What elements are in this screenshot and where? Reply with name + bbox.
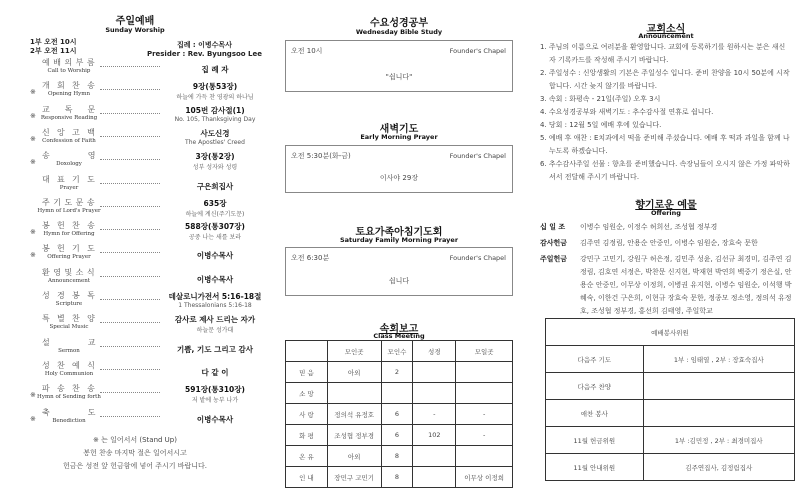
dot-leader (100, 159, 160, 160)
table-cell: 장민구 고민기 (327, 467, 381, 488)
order-item (0, 291, 270, 314)
item-value: 이병수목사 (196, 274, 234, 284)
item-subvalue: 1 Thessalonians 5:16-18 (178, 302, 252, 309)
order-item (0, 338, 270, 361)
wednesday-box (285, 40, 513, 92)
item-label-ko: 대표기도 (42, 174, 103, 184)
item-label-ko: 신앙고백 (42, 127, 103, 137)
item-label-en: Announcement (47, 277, 90, 284)
presider-en: Presider : Rev. Byungsoo Lee (146, 50, 262, 58)
item-label-ko: 봉헌찬송 (42, 221, 103, 231)
order-item (0, 105, 270, 128)
table-cell (413, 467, 456, 488)
item-value: 9장(통53장) (192, 82, 238, 92)
footer-line: 헌금은 성전 앞 헌금함에 넣어 주시기 바랍니다. (62, 462, 208, 470)
time-1: 1부 오전 10시 (30, 38, 77, 46)
item-label-en: Offering Prayer (47, 254, 91, 261)
table-row (546, 400, 795, 427)
order-item (0, 314, 270, 337)
table-row (286, 446, 513, 467)
item-value: 591장(통310장) (185, 385, 245, 395)
early-box (285, 145, 513, 193)
item-value: 635장 (203, 198, 227, 208)
place: Founder's Chapel (449, 254, 506, 262)
table-cell: 모일곳 (456, 341, 513, 362)
item-label-ko: 송영 (42, 151, 134, 161)
section-subtitle: Sunday Worship (105, 26, 165, 34)
stand-marker: ※ (30, 251, 36, 260)
dot-leader (100, 113, 160, 114)
dot-leader (100, 206, 160, 207)
item-label-en: Special Music (49, 324, 89, 331)
table-cell (643, 400, 794, 427)
table-cell (413, 446, 456, 467)
worship-footer (0, 434, 270, 473)
item-label-ko: 특별찬양 (42, 314, 103, 324)
table-cell: 화 평 (286, 425, 328, 446)
table-header: 예배봉사위원 (546, 319, 795, 346)
item-label-ko: 주기도문송 (42, 197, 99, 207)
item-label-ko: 성찬예식 (42, 360, 103, 370)
order-item (0, 151, 270, 174)
table-cell: 김주연집사, 김정림집사 (643, 454, 794, 481)
dot-leader (100, 66, 160, 67)
item-label-en: Holy Communion (44, 370, 94, 377)
item-label-en: Opening Hymn (47, 91, 91, 98)
table-cell: 11월 헌금위원 (546, 427, 644, 454)
announcement-item: 3. 속회 : 화평속 - 21일(주일) 오후 3시 (540, 95, 661, 103)
offering-category: 십 일 조 (540, 223, 566, 231)
table-cell: 다음주 찬양 (546, 373, 644, 400)
offering-category: 감사헌금 (540, 239, 568, 247)
note: "쉽니다" (385, 73, 413, 81)
table-row (546, 454, 795, 481)
presider (147, 41, 262, 59)
dot-leader (100, 136, 160, 137)
table-row (286, 341, 513, 362)
table-cell (327, 383, 381, 404)
table-row (286, 404, 513, 425)
wednesday-title: 수요성경공부 (370, 18, 428, 29)
table-cell: 믿 음 (286, 362, 328, 383)
table-row (286, 362, 513, 383)
item-label-ko: 파송찬송 (42, 384, 103, 394)
time: 오전 10시 (291, 47, 323, 55)
item-label-en: Doxology (56, 161, 82, 168)
item-label-en: Benediction (52, 417, 86, 424)
item-label-en: Hymn for Offering (43, 231, 95, 238)
footer-line: 봉헌 찬송 마지막 절은 일어서시고 (83, 449, 187, 457)
dot-leader (100, 322, 160, 323)
item-value: 이병수목사 (196, 251, 234, 261)
order-item (0, 408, 270, 431)
table-row (546, 319, 795, 346)
item-label-ko: 성경봉독 (42, 291, 103, 300)
note: 이사야 29장 (379, 174, 419, 182)
stand-marker: ※ (30, 228, 36, 237)
item-subvalue: 저 밭에 농부 나가 (191, 397, 239, 405)
item-subvalue: 하늘에 가득 찬 영광의 하나님 (176, 94, 254, 102)
offering-category: 주일헌금 (540, 255, 568, 263)
announcement-item: 6. 추수감사주일 선물 : 향초를 준비했습니다. 속장님들이 오시지 않은 가정 파악하셔서 전달해 주시기 바랍니다. (540, 160, 790, 181)
dot-leader (100, 346, 160, 347)
announcement-item: 5. 예배 후 애찬 : E치과에서 떡을 준비해 주셨습니다. 예배 후 떡과 과일을 함께 나누도록 하겠습니다. (540, 134, 790, 155)
stand-marker: ※ (30, 391, 36, 400)
order-item (0, 244, 270, 267)
announcement-subtitle: Announcement (638, 32, 694, 40)
early-title: 새벽기도 (379, 124, 419, 135)
offering-row (540, 221, 795, 234)
table-cell (643, 373, 794, 400)
table-cell: 아외 (327, 446, 381, 467)
item-subvalue: 하늘문 성가대 (196, 327, 234, 335)
item-subvalue: 성부 성자와 성령 (192, 164, 238, 172)
offering-subtitle: Offering (651, 209, 681, 217)
dot-leader (100, 416, 160, 417)
table-cell (381, 383, 413, 404)
item-label-en: Scripture (55, 301, 83, 307)
dot-leader (100, 89, 160, 90)
item-label-ko: 설교 (42, 337, 134, 347)
item-value: 구은희집사 (196, 181, 234, 191)
announcement-item: 4. 수요성경공부와 새벽기도 : 추수감사절 연휴로 쉽니다. (540, 108, 714, 116)
item-subvalue: 하늘에 계신(주기도문) (185, 210, 245, 218)
place: Founder's Chapel (449, 47, 506, 55)
table-cell: 102 (413, 425, 456, 446)
class-meeting-table (285, 340, 513, 488)
item-subvalue: No. 105, Thanksgiving Day (174, 115, 256, 123)
announcement-item: 4. 당회 : 12월 5일 예배 후에 있습니다. (540, 121, 662, 129)
table-cell: 모인곳 (327, 341, 381, 362)
item-label-ko: 봉헌기도 (42, 244, 103, 254)
section-title: 주일예배 (115, 16, 155, 27)
table-row (286, 383, 513, 404)
item-value: 다 같 이 (201, 367, 229, 377)
order-item (0, 268, 270, 291)
order-item (0, 81, 270, 104)
dot-leader (100, 369, 160, 370)
table-row (546, 346, 795, 373)
presider-ko: 집례 : 이병수목사 (176, 41, 232, 49)
time-2: 2부 오전 11시 (30, 47, 77, 55)
table-row (546, 427, 795, 454)
table-cell: 8 (381, 467, 413, 488)
table-cell: - (456, 425, 513, 446)
table-cell: 다음주 기도 (546, 346, 644, 373)
stand-marker: ※ (30, 88, 36, 97)
note: 쉽니다 (388, 277, 410, 285)
table-cell: 사 랑 (286, 404, 328, 425)
table-cell (286, 341, 328, 362)
table-cell: 인 내 (286, 467, 328, 488)
item-subvalue: 공중 나는 새를 보라 (188, 234, 242, 242)
class-meeting-subtitle: Class Meeting (373, 332, 425, 340)
time: 오전 6:30분 (291, 254, 330, 262)
offering-row (540, 237, 795, 250)
wednesday-subtitle: Wednesday Bible Study (355, 28, 443, 36)
item-value: 집 례 자 (201, 65, 229, 74)
announcement-list (540, 41, 792, 184)
order-item (0, 384, 270, 407)
offering-row (540, 253, 795, 318)
table-cell: 1부 : 임태열 , 2부 : 장효숙집사 (643, 346, 794, 373)
item-label-ko: 개회찬송 (42, 81, 103, 91)
announcement-item: 2. 주일성수 : 신앙생활의 기본은 주일성수 입니다. 준비 찬양을 10시 50분에 시작합니다. 시간 늦지 않기를 바랍니다. (540, 69, 790, 90)
saturday-subtitle: Saturday Family Morning Prayer (339, 236, 459, 244)
offering-names: 강민구 고민기, 강원구 허은정, 김민주 성윤, 김선규 최경미, 김주연 김정림, 김호연 서정은, 박찬문 신지현, 박재현 박연희 백중기 정은실, 안용순 안중인, 이무상 이정희, 이병권 유지현, 이병수 임원순, 이석행 박혜숙, 이한건 구은희, 이현규 장효숙 문한, 정종모 정소영, 정의석 유정호, 조성협 정부경, 홍선희 김태영, 주일학교 (580, 255, 792, 315)
table-cell: 모인수 (381, 341, 413, 362)
announcement-title: 교회소식 (646, 24, 686, 35)
table-cell: 1부 :김민정 , 2부 : 최경미집사 (643, 427, 794, 454)
dot-leader (100, 276, 160, 277)
dot-leader (100, 392, 160, 393)
dot-leader (100, 183, 160, 184)
item-value: 105번 감사절(1) (185, 105, 245, 115)
offering-names: 김주연 김정림, 안용순 안중인, 이병수 임원순, 장효숙 문한 (580, 239, 758, 247)
item-subvalue: The Apostles' Creed (185, 138, 245, 146)
place: Founder's Chapel (449, 152, 506, 160)
item-value: 기쁨, 기도 그리고 감사 (177, 344, 253, 354)
item-label-en: Prayer (59, 184, 79, 191)
item-value: 이병수목사 (196, 414, 234, 424)
item-value: 588장(통307장) (185, 222, 245, 232)
item-label-ko: 축도 (42, 407, 134, 417)
item-label-en: Hymn of Sending forth (37, 394, 101, 401)
offering-title: 향기로운 예물 (635, 200, 697, 211)
table-cell: 2 (381, 362, 413, 383)
offering-names: 이병수 임원순, 이정수 허희선, 조성협 정부경 (580, 223, 718, 231)
item-label-ko: 환영및소식 (42, 267, 99, 277)
stand-marker: ※ (30, 111, 36, 120)
service-committee-table (545, 318, 795, 481)
table-cell (456, 362, 513, 383)
item-label-en: Call to Worship (47, 68, 91, 74)
order-item (0, 198, 270, 221)
order-item (0, 175, 270, 198)
table-cell: 11월 안내위원 (546, 454, 644, 481)
saturday-title: 토요가족아침기도회 (355, 227, 443, 238)
table-cell (456, 446, 513, 467)
order-item (0, 361, 270, 384)
order-item (0, 221, 270, 244)
item-value: 감사로 제사 드리는 자가 (174, 315, 256, 325)
item-value: 데살로니가전서 5:16-18절 (168, 292, 262, 301)
early-subtitle: Early Morning Prayer (360, 133, 438, 141)
table-cell: 이무상 이정희 (456, 467, 513, 488)
table-cell: - (413, 404, 456, 425)
table-cell (456, 383, 513, 404)
table-cell: 8 (381, 446, 413, 467)
service-times (30, 38, 77, 56)
item-label-en: Hymn of Lord's Prayer (37, 207, 101, 214)
footer-line: ※ 는 일어서서 (Stand Up) (93, 436, 177, 444)
dot-leader (100, 252, 160, 253)
item-label-ko: 교독문 (42, 104, 111, 114)
table-cell (413, 383, 456, 404)
stand-marker: ※ (30, 158, 36, 167)
order-item (0, 128, 270, 151)
dot-leader (100, 229, 160, 230)
table-cell: 성경 (413, 341, 456, 362)
table-row (286, 467, 513, 488)
stand-marker: ※ (30, 414, 36, 423)
table-row (286, 425, 513, 446)
order-item (0, 58, 270, 81)
dot-leader (100, 299, 160, 300)
item-label-ko: 예배의부름 (42, 58, 99, 67)
table-cell: 6 (381, 404, 413, 425)
offering-list (540, 221, 795, 321)
saturday-box (285, 247, 513, 296)
table-cell: 온 유 (286, 446, 328, 467)
table-cell: 6 (381, 425, 413, 446)
item-label-en: Confession of Faith (42, 137, 96, 144)
table-cell: 애찬 봉사 (546, 400, 644, 427)
item-value: 사도신경 (200, 128, 230, 138)
item-label-en: Sermon (58, 347, 80, 354)
stand-marker: ※ (30, 134, 36, 143)
item-value: 3장(통2장) (195, 152, 235, 162)
table-cell: - (456, 404, 513, 425)
table-cell: 소 망 (286, 383, 328, 404)
table-cell (413, 362, 456, 383)
announcement-item: 1. 주님의 이름으로 여러분을 환영합니다. 교회에 등록하기를 원하시는 분은 새신자 기록카드를 작성해 주시기 바랍니다. (540, 43, 786, 64)
item-label-en: Responsive Reading (40, 114, 98, 121)
table-cell: 정의석 유정호 (327, 404, 381, 425)
table-cell: 조성협 정부경 (327, 425, 381, 446)
time: 오전 5:30분(화-금) (291, 152, 351, 160)
class-meeting-title: 속회보고 (379, 324, 419, 335)
table-cell: 아외 (327, 362, 381, 383)
table-row (546, 373, 795, 400)
